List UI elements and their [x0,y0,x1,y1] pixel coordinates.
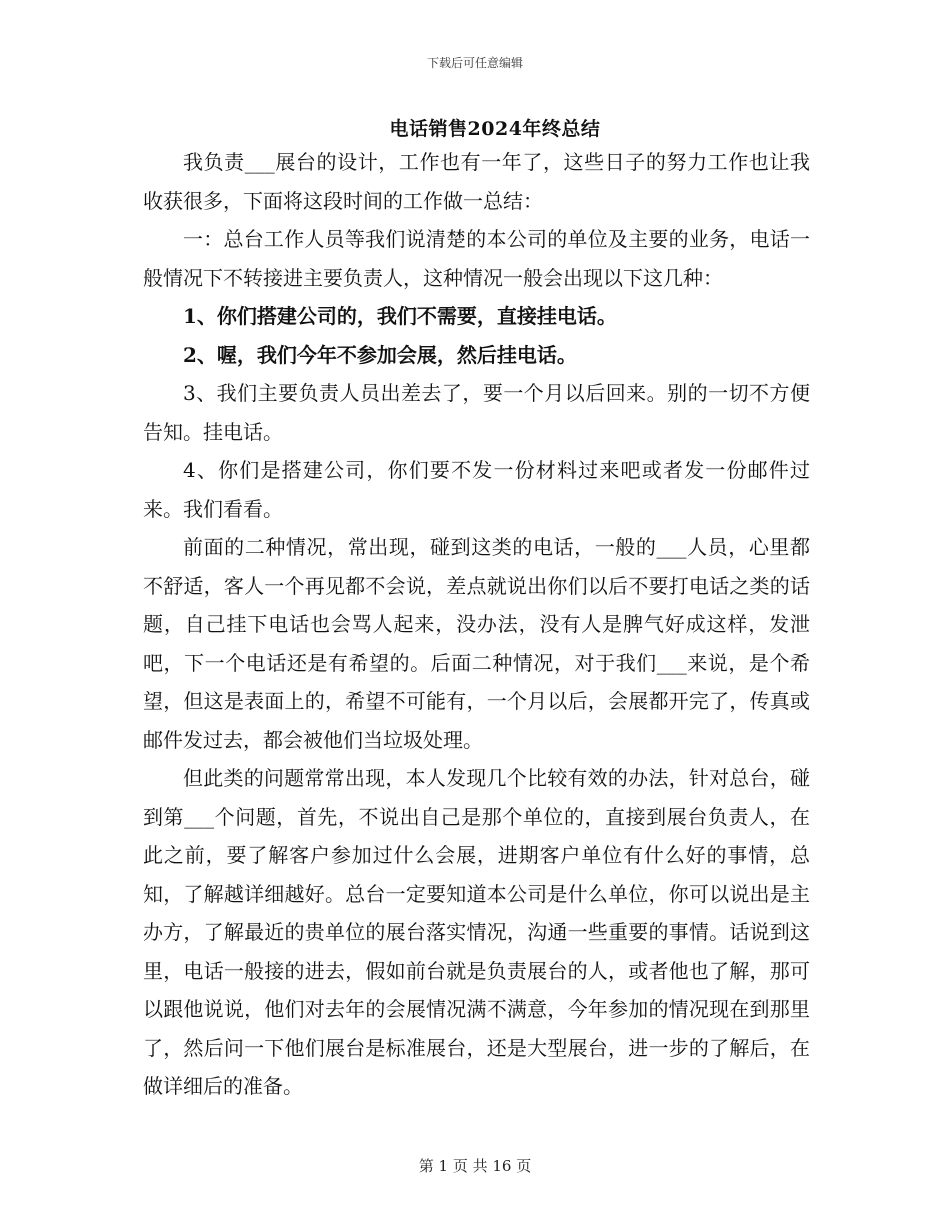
document-title: 电话销售2024年终总结 [389,118,601,140]
case-item-2: 2、喔，我们今年不参加会展，然后挂电话。 [183,342,577,367]
analysis-paragraph: 前面的二种情况，常出现，碰到这类的电话，一般的___人员，心里都不舒适，客人一个再见都不会说，差点就说出你们以后不要打电话之类的话题，自己挂下电话也会骂人起来，没办法，没有人是脾气好成这样，发泄吧，下一个电话还是有希望的。后面二种情况，对于我们___来说，是个希望，但这是表面上的，希望不可能有，一个月以后，会展都开完了，传真或邮件发过去，都会被他们当垃圾处理。 [143,535,810,752]
document-body [143,143,810,1106]
page-number: 第 1 页 共 16 页 [418,1157,532,1175]
intro-paragraph: 我负责___展台的设计，工作也有一年了，这些日子的努力工作也让我收获很多，下面将这段时间的工作做一总结： [143,150,810,213]
case-item-1: 1、你们搭建公司的，我们不需要，直接挂电话。 [183,304,617,328]
case-item-4: 4、你们是搭建公司，你们要不发一份材料过来吧或者发一份邮件过来。我们看看。 [143,458,810,521]
section-one-paragraph: 一：总台工作人员等我们说清楚的本公司的单位及主要的业务，电话一般情况下不转接进主要负责人，这种情况一般会出现以下这几种： [143,227,810,290]
case-item-3: 3、我们主要负责人员出差去了，要一个月以后回来。别的一切不方便告知。挂电话。 [143,381,810,444]
header-note: 下载后可任意编辑 [426,56,523,70]
method-paragraph: 但此类的问题常常出现，本人发现几个比较有效的办法，针对总台，碰到第___个问题，首先，不说出自己是那个单位的，直接到展台负责人，在此之前，要了解客户参加过什么会展，进期客户单位有什么好的事情，总知，了解越详细越好。总台一定要知道本公司是什么单位，你可以说出是主办方，了解最近的贵单位的展台落实情况，沟通一些重要的事情。话说到这里，电话一般接的进去，假如前台就是负责展台的人，或者他也了解，那可以跟他说说，他们对去年的会展情况满不满意，今年参加的情况现在到那里了，然后问一下他们展台是标准展台，还是大型展台，进一步的了解后，在做详细后的准备。 [143,766,810,1098]
